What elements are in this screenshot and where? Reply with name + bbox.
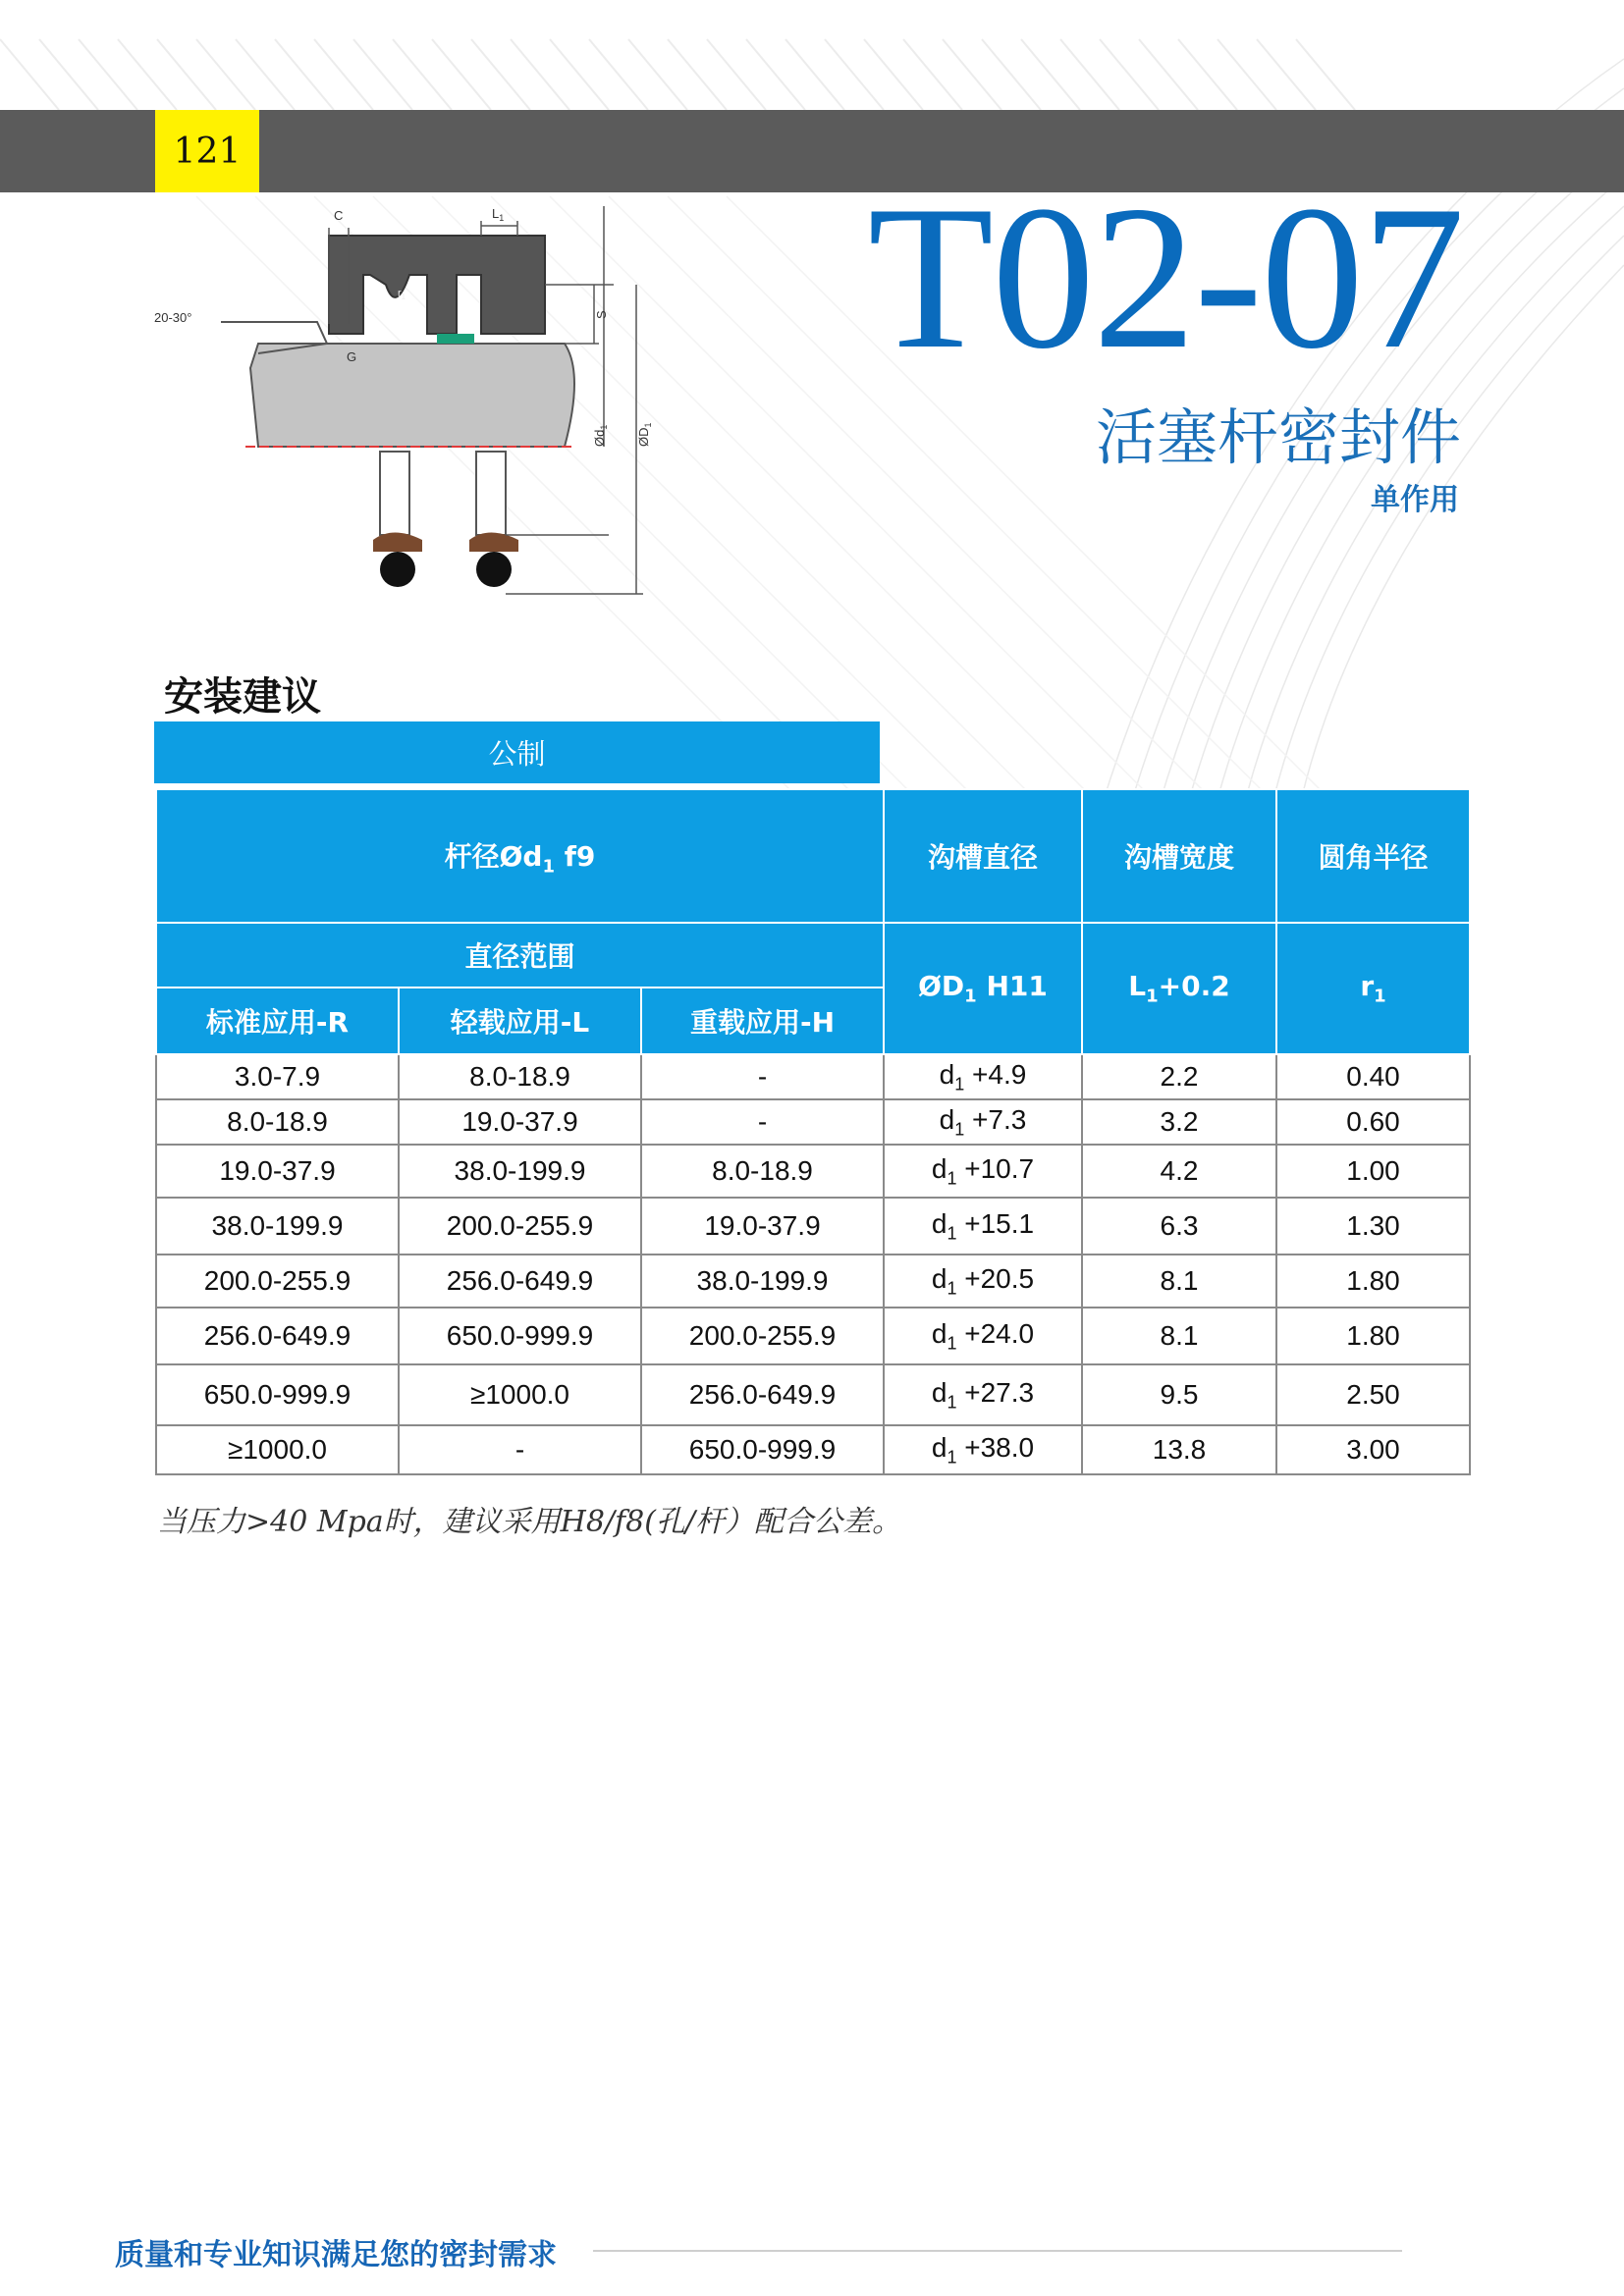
cell-groove-width: 4.2 [1082,1145,1276,1198]
dim-angle-label: 20-30° [154,310,192,325]
section-title: 安装建议 [164,674,321,720]
cell-standard-r: 8.0-18.9 [156,1099,399,1145]
cell-fillet-radius: 1.80 [1276,1255,1470,1308]
o-ring-left [380,552,415,587]
cell-fillet-radius: 3.00 [1276,1425,1470,1474]
heavy-h-header: 重载应用-H [641,988,884,1054]
cell-fillet-radius: 1.00 [1276,1145,1470,1198]
cell-groove-width: 9.5 [1082,1364,1276,1425]
cell-fillet-radius: 1.30 [1276,1198,1470,1255]
cell-light-l: ≥1000.0 [399,1364,641,1425]
cell-groove-diameter: $d_1 +20.5$ [884,1255,1082,1308]
table-row [156,1425,1470,1474]
cell-groove-diameter: $d_1 +4.9$ [884,1054,1082,1099]
light-l-header: 轻载应用-L [399,988,641,1054]
o-ring-right [476,552,512,587]
table-row [156,1364,1470,1425]
cell-standard-r: ≥1000.0 [156,1425,399,1474]
fillet-radius-header: 圆角半径 [1276,789,1470,923]
table-row [156,1054,1470,1099]
cell-heavy-h: - [641,1054,884,1099]
cell-light-l: - [399,1425,641,1474]
cell-light-l: 256.0-649.9 [399,1255,641,1308]
cell-heavy-h: 200.0-255.9 [641,1308,884,1364]
pressure-note: 当压力>40 Mpa时，建议采用H8/f8(孔/杆）配合公差。 [157,1505,902,1539]
metric-header: 公制 [154,721,880,783]
cell-groove-width: 13.8 [1082,1425,1276,1474]
dim-g-label: G [347,349,357,364]
cell-heavy-h: 38.0-199.9 [641,1255,884,1308]
r1-header: $r_1$ [1276,923,1470,1054]
seal-element [437,334,474,344]
dim-D1-label: $ØD_1$ [636,422,653,447]
table-row [156,1198,1470,1255]
seal-cross-section-diagram [152,206,663,599]
cell-heavy-h: 650.0-999.9 [641,1425,884,1474]
cell-standard-r: 38.0-199.9 [156,1198,399,1255]
dim-s-label: S [594,310,609,319]
rod-diameter-header: 杆径$Ød_1$ f9 [156,789,884,923]
groove-width-header: 沟槽宽度 [1082,789,1276,923]
cell-light-l: 19.0-37.9 [399,1099,641,1145]
cell-groove-width: 3.2 [1082,1099,1276,1145]
D1-header: $ØD_1$ H11 [884,923,1082,1054]
L1-header: $L_1+0.2$ [1082,923,1276,1054]
page-number: 121 [155,110,259,192]
cell-groove-diameter: $d_1 +7.3$ [884,1099,1082,1145]
cell-heavy-h: 256.0-649.9 [641,1364,884,1425]
dim-l1-label: $L_1$ [492,206,505,223]
standard-r-header: 标准应用-R [156,988,399,1054]
cell-groove-width: 2.2 [1082,1054,1276,1099]
cell-fillet-radius: 2.50 [1276,1364,1470,1425]
cell-light-l: 650.0-999.9 [399,1308,641,1364]
cell-standard-r: 200.0-255.9 [156,1255,399,1308]
footer-divider [593,2250,1402,2252]
cell-groove-width: 6.3 [1082,1198,1276,1255]
seal-housing [329,236,545,334]
cell-heavy-h: - [641,1099,884,1145]
table-row [156,1255,1470,1308]
cell-light-l: 8.0-18.9 [399,1054,641,1099]
dim-d1-label: $Ød_1$ [592,424,609,447]
cell-standard-r: 650.0-999.9 [156,1364,399,1425]
rod-shape [250,344,574,447]
dim-c-label: C [334,208,344,223]
groove-diameter-header: 沟槽直径 [884,789,1082,923]
installation-table [155,788,1471,1475]
cell-groove-diameter: $d_1 +15.1$ [884,1198,1082,1255]
cell-standard-r: 19.0-37.9 [156,1145,399,1198]
cell-groove-diameter: $d_1 +27.3$ [884,1364,1082,1425]
table-row [156,1145,1470,1198]
cell-light-l: 200.0-255.9 [399,1198,641,1255]
footer-slogan: 质量和专业知识满足您的密封需求 [115,2238,557,2272]
product-subtitle: 单作用 [1371,483,1459,517]
cell-groove-width: 8.1 [1082,1308,1276,1364]
cell-groove-diameter: $d_1 +10.7$ [884,1145,1082,1198]
cell-fillet-radius: 0.60 [1276,1099,1470,1145]
cell-light-l: 38.0-199.9 [399,1145,641,1198]
cell-heavy-h: 8.0-18.9 [641,1145,884,1198]
table-row [156,1308,1470,1364]
cell-groove-width: 8.1 [1082,1255,1276,1308]
cell-fillet-radius: 0.40 [1276,1054,1470,1099]
cell-groove-diameter: $d_1 +24.0$ [884,1308,1082,1364]
cell-standard-r: 256.0-649.9 [156,1308,399,1364]
cell-groove-diameter: $d_1 +38.0$ [884,1425,1082,1474]
product-code: T02-07 [867,164,1463,392]
cell-standard-r: 3.0-7.9 [156,1054,399,1099]
cell-heavy-h: 19.0-37.9 [641,1198,884,1255]
product-name: 活塞杆密封件 [1095,401,1461,473]
dim-r1-label: $r_1$ [398,288,406,301]
diameter-range-header: 直径范围 [156,923,884,988]
cell-fillet-radius: 1.80 [1276,1308,1470,1364]
table-row [156,1099,1470,1145]
